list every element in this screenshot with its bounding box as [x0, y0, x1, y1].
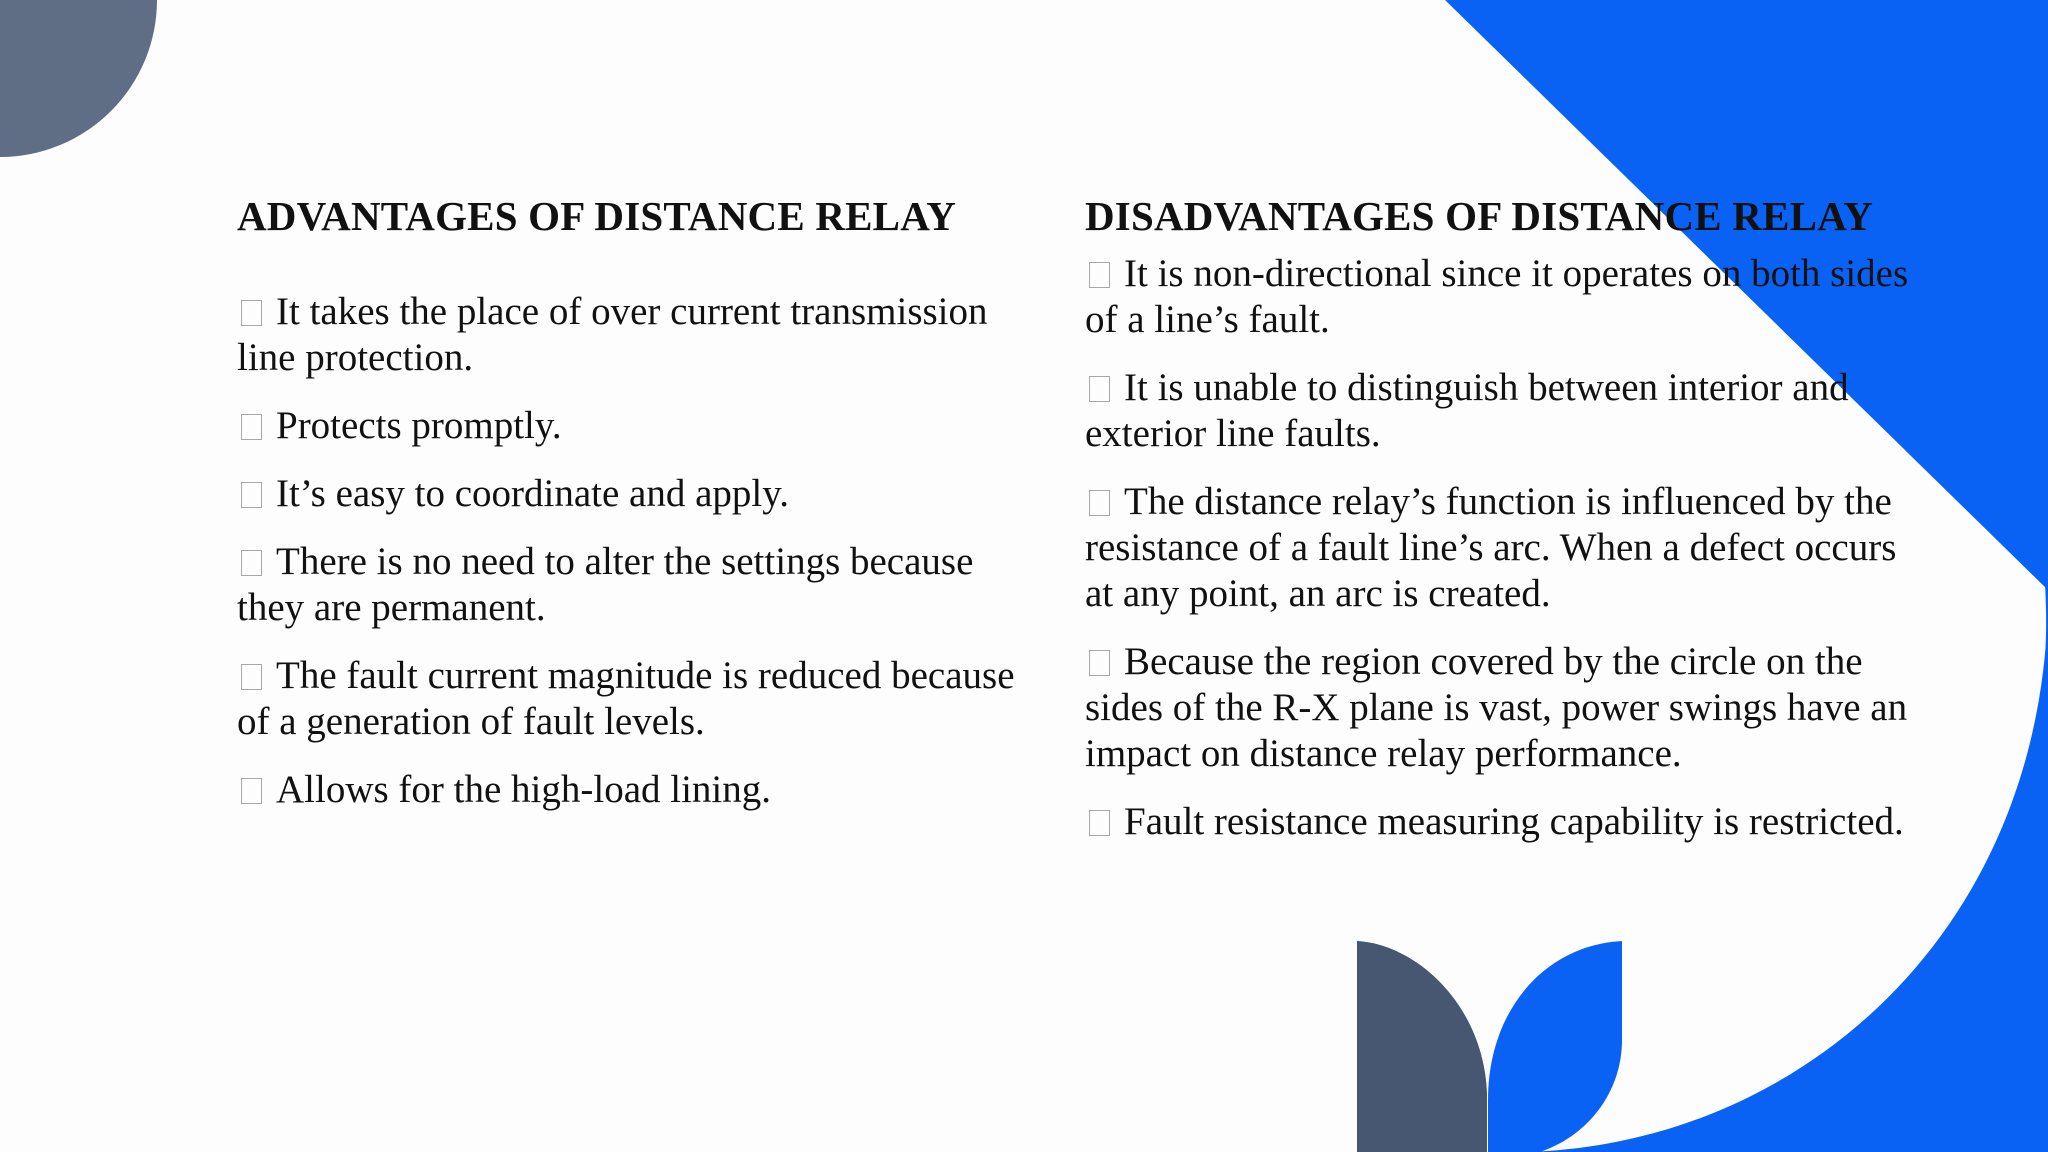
checkbox-square-icon	[241, 550, 262, 576]
disadvantages-list	[1085, 251, 1915, 845]
advantages-list	[237, 289, 1037, 813]
list-item	[237, 767, 1037, 813]
list-item	[1085, 639, 1915, 777]
blue-leaf-shape	[1488, 941, 1622, 1152]
advantage-text: The fault current magnitude is reduced because of a generation of fault levels.	[237, 654, 1015, 743]
disadvantage-text: It is non-directional since it operates on both sides of a line’s fault.	[1085, 252, 1909, 341]
list-item	[1085, 251, 1915, 343]
list-item	[237, 653, 1037, 745]
advantage-text: There is no need to alter the settings because they are permanent.	[237, 540, 974, 629]
list-item	[237, 403, 1037, 449]
advantages-column	[237, 188, 1037, 835]
advantage-text: Allows for the high-load lining.	[276, 768, 772, 811]
advantage-text: It’s easy to coordinate and apply.	[276, 472, 789, 515]
disadvantage-text: Fault resistance measuring capability is restricted.	[1124, 800, 1904, 843]
disadvantages-column	[1085, 188, 1915, 867]
disadvantage-text: It is unable to distinguish between interior and exterior line faults.	[1085, 366, 1849, 455]
checkbox-square-icon	[241, 482, 262, 508]
checkbox-square-icon	[1089, 490, 1110, 516]
checkbox-square-icon	[241, 664, 262, 690]
checkbox-square-icon	[1089, 650, 1110, 676]
list-item	[237, 539, 1037, 631]
checkbox-square-icon	[1089, 376, 1110, 402]
advantages-heading: ADVANTAGES OF DISTANCE RELAY	[237, 193, 957, 239]
checkbox-square-icon	[241, 778, 262, 804]
list-item	[237, 471, 1037, 517]
checkbox-square-icon	[241, 414, 262, 440]
list-item	[237, 289, 1037, 381]
disadvantage-text: Because the region covered by the circle on the sides of the R-X plane is vast, power swings have an impact on distance relay performance.	[1085, 640, 1908, 775]
checkbox-square-icon	[1089, 810, 1110, 836]
checkbox-square-icon	[241, 300, 262, 326]
advantage-text: It takes the place of over current transmission line protection.	[237, 290, 988, 379]
disadvantage-text: The distance relay’s function is influenced by the resistance of a fault line’s arc. When a defect occurs at any point, an arc is created.	[1085, 480, 1897, 615]
list-item	[1085, 365, 1915, 457]
list-item	[1085, 479, 1915, 617]
advantage-text: Protects promptly.	[276, 404, 562, 447]
list-item	[1085, 799, 1915, 845]
top-left-quarter-circle	[0, 0, 157, 157]
disadvantages-heading: DISADVANTAGES OF DISTANCE RELAY	[1085, 193, 1874, 239]
checkbox-square-icon	[1089, 262, 1110, 288]
